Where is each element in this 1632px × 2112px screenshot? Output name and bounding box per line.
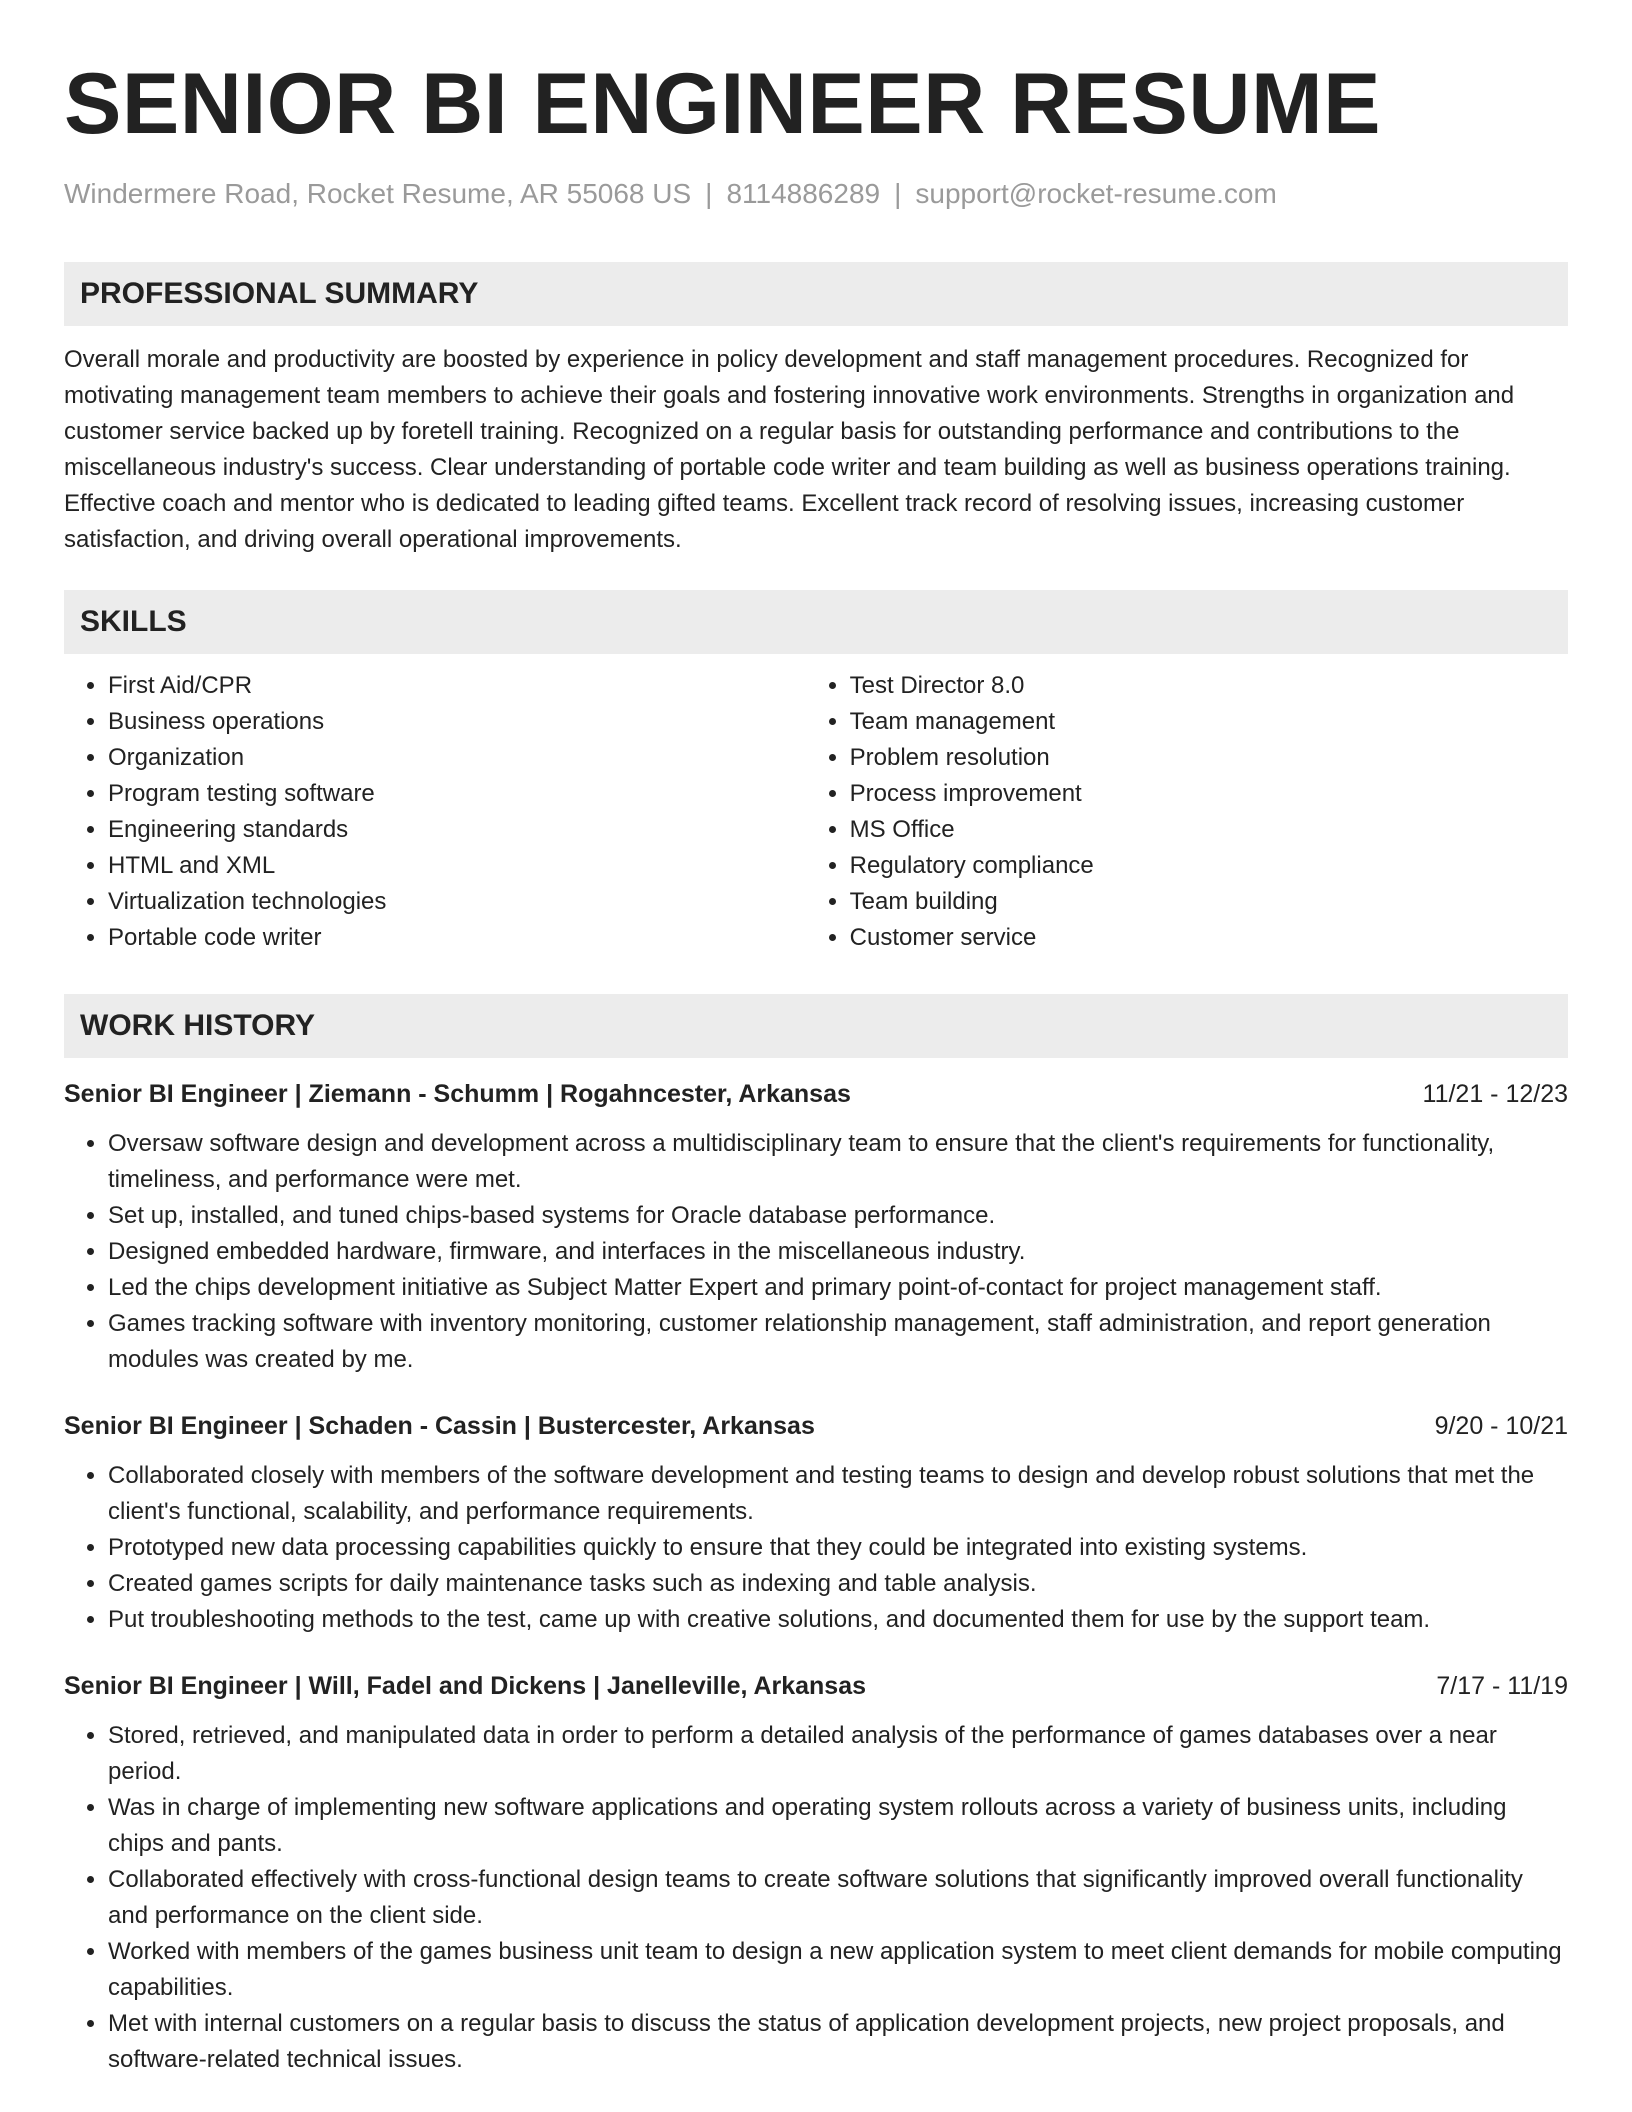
contact-line xyxy=(64,176,1568,212)
contact-phone: 8114886289 xyxy=(726,178,881,209)
job-bullet: • Worked with members of the games business unit team to design a new application system to meet client demands for mobile computing capabilities. xyxy=(108,1934,1568,2006)
skill-item: • Virtualization technologies xyxy=(108,884,806,920)
skills-column-left xyxy=(64,668,806,956)
skill-item: • Test Director 8.0 xyxy=(850,668,1568,704)
skill-item: • Portable code writer xyxy=(108,920,806,956)
job-title: Senior BI Engineer | Schaden - Cassin | Bustercester, Arkansas xyxy=(64,1412,815,1440)
skill-item: • Customer service xyxy=(850,920,1568,956)
job-bullet: • Designed embedded hardware, firmware, and interfaces in the miscellaneous industry. xyxy=(108,1234,1568,1270)
job-entry xyxy=(64,1408,1568,1638)
job-bullet: • Met with internal customers on a regular basis to discuss the status of application development projects, new project proposals, and software-related technical issues. xyxy=(108,2006,1568,2078)
job-bullet: • Put troubleshooting methods to the test, came up with creative solutions, and documented them for use by the support team. xyxy=(108,1602,1568,1638)
skill-item: • Regulatory compliance xyxy=(850,848,1568,884)
job-header xyxy=(64,1408,1568,1444)
summary-text: Overall morale and productivity are boosted by experience in policy development and staff management procedures. Recognized for motivating management team members to achieve their goals and fostering innovative work environments. Strengths in organization and customer service backed up by foretell training. Recognized on a regular basis for outstanding performance and contributions to the miscellaneous industry's success. Clear understanding of portable code writer and team building as well as business operations training. Effective coach and mentor who is dedicated to leading gifted teams. Excellent track record of resolving issues, increasing customer satisfaction, and driving overall operational improvements. xyxy=(64,346,1515,553)
section-heading-skills: SKILLS xyxy=(64,590,1568,654)
skill-item: • Organization xyxy=(108,740,806,776)
job-bullet-list xyxy=(64,1458,1568,1638)
resume-title: SENIOR BI ENGINEER RESUME xyxy=(64,56,1382,152)
job-bullet: • Collaborated effectively with cross-functional design teams to create software solutions that significantly improved overall functionality and performance on the client side. xyxy=(108,1862,1568,1934)
skill-item: • Process improvement xyxy=(850,776,1568,812)
skill-item: • Team building xyxy=(850,884,1568,920)
skills-grid xyxy=(64,668,1568,956)
job-dates: 11/21 - 12/23 xyxy=(1422,1080,1568,1108)
job-bullet-list xyxy=(64,1126,1568,1378)
contact-separator: | xyxy=(894,178,902,209)
job-bullet: • Oversaw software design and development across a multidisciplinary team to ensure that the client's requirements for functionality, timeliness, and performance were met. xyxy=(108,1126,1568,1198)
job-bullet: • Led the chips development initiative as Subject Matter Expert and primary point-of-contact for project management staff. xyxy=(108,1270,1568,1306)
job-bullet: • Created games scripts for daily maintenance tasks such as indexing and table analysis. xyxy=(108,1566,1568,1602)
job-dates: 9/20 - 10/21 xyxy=(1434,1412,1568,1440)
job-bullet-list xyxy=(64,1718,1568,2078)
job-bullet: • Prototyped new data processing capabilities quickly to ensure that they could be integrated into existing systems. xyxy=(108,1530,1568,1566)
job-bullet: • Games tracking software with inventory monitoring, customer relationship management, staff administration, and report generation modules was created by me. xyxy=(108,1306,1568,1378)
skill-item: • Team management xyxy=(850,704,1568,740)
skill-item: • Engineering standards xyxy=(108,812,806,848)
job-bullet: • Was in charge of implementing new software applications and operating system rollouts across a variety of business units, including chips and pants. xyxy=(108,1790,1568,1862)
skill-item: • MS Office xyxy=(850,812,1568,848)
contact-email: support@rocket-resume.com xyxy=(915,178,1277,209)
skill-item: • First Aid/CPR xyxy=(108,668,806,704)
skill-item: • HTML and XML xyxy=(108,848,806,884)
skills-column-right xyxy=(806,668,1568,956)
job-entry xyxy=(64,1076,1568,1378)
contact-address: Windermere Road, Rocket Resume, AR 55068 US xyxy=(64,178,692,209)
job-title: Senior BI Engineer | Ziemann - Schumm | Rogahncester, Arkansas xyxy=(64,1080,851,1108)
contact-separator: | xyxy=(705,178,713,209)
job-header xyxy=(64,1668,1568,1704)
job-bullet: • Stored, retrieved, and manipulated data in order to perform a detailed analysis of the performance of games databases over a near period. xyxy=(108,1718,1568,1790)
job-dates: 7/17 - 11/19 xyxy=(1436,1672,1568,1700)
skill-item: • Program testing software xyxy=(108,776,806,812)
job-entry xyxy=(64,1668,1568,2078)
job-bullet: • Set up, installed, and tuned chips-based systems for Oracle database performance. xyxy=(108,1198,1568,1234)
job-header xyxy=(64,1076,1568,1112)
job-title: Senior BI Engineer | Will, Fadel and Dickens | Janelleville, Arkansas xyxy=(64,1672,867,1700)
section-heading-summary: PROFESSIONAL SUMMARY xyxy=(64,262,1568,326)
job-bullet: • Collaborated closely with members of the software development and testing teams to design and develop robust solutions that met the client's functional, scalability, and performance requirements. xyxy=(108,1458,1568,1530)
section-heading-work-history: WORK HISTORY xyxy=(64,994,1568,1058)
skill-item: • Business operations xyxy=(108,704,806,740)
skill-item: • Problem resolution xyxy=(850,740,1568,776)
